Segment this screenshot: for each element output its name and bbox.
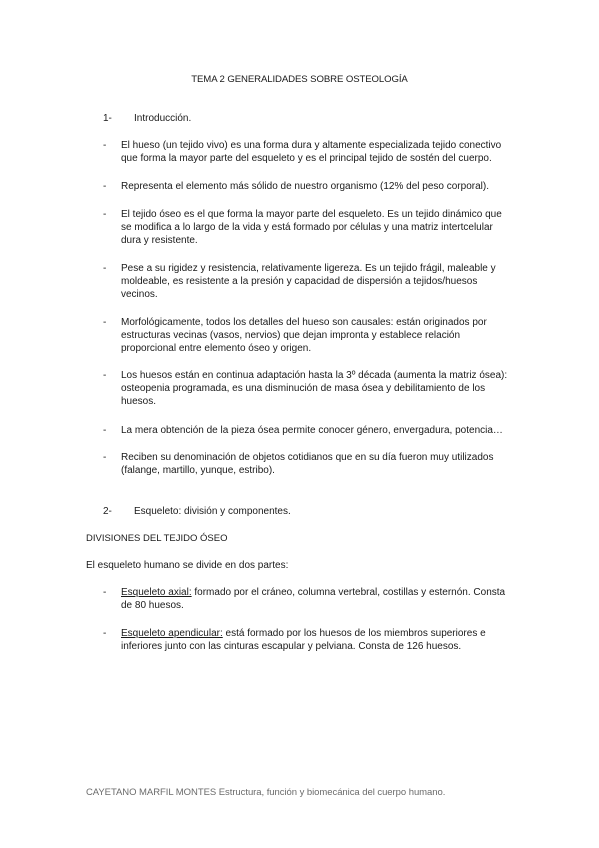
bullet-line: Representa el elemento más sólido de nuestro organismo (12% del peso corporal). [121, 181, 489, 192]
bullet-dash: - [103, 425, 107, 436]
bullet-dash: - [103, 452, 107, 463]
bullet-dash: - [103, 263, 107, 274]
bullet-line: El tejido óseo es el que forma la mayor parte del esqueleto. Es un tejido dinámico que [121, 209, 502, 220]
bullet-line: Pese a su rigidez y resistencia, relativamente ligereza. Es un tejido frágil, maleable y [121, 263, 496, 274]
bullet-item [103, 369, 523, 408]
bullet-line: dura y resistente. [121, 235, 198, 246]
bullet-item [103, 180, 523, 193]
section-2-heading [103, 505, 291, 518]
bullet-line [121, 586, 523, 599]
bullet-line: vecinos. [121, 289, 158, 300]
bullet-line: La mera obtención de la pieza ósea permite conocer género, envergadura, potencia… [121, 425, 503, 436]
bullet-item [103, 139, 523, 165]
bullet-line: de 80 huesos. [121, 600, 184, 611]
section-2-label: Esqueleto: división y componentes. [134, 506, 291, 517]
section-1-label: Introducción. [134, 113, 192, 124]
bullet-line: Morfológicamente, todos los detalles del hueso son causales: están originados por [121, 317, 487, 328]
bullet-line: huesos. [121, 396, 157, 407]
bullet-line: Reciben su denominación de objetos cotidianos que en su día fueron muy utilizados [121, 452, 494, 463]
bullet-dash: - [103, 140, 107, 151]
bullet-item [103, 424, 523, 437]
bullet-line: Los huesos están en continua adaptación hasta la 3º década (aumenta la matriz ósea): [121, 370, 508, 381]
bullet-item [103, 316, 523, 355]
bullet-line-rest: formado por el cráneo, columna vertebral, costillas y esternón. Consta [191, 587, 506, 598]
bullet-dash: - [103, 628, 107, 639]
term-axial: Esqueleto axial: [121, 587, 192, 598]
bullet-item [103, 208, 523, 247]
bullet-item [103, 627, 523, 653]
bullet-line: El hueso (un tejido vivo) es una forma dura y altamente especializada tejido conectivo [121, 140, 502, 151]
bullet-line: inferiores junto con las cinturas escapular y pelviana. Consta de 126 huesos. [121, 641, 462, 652]
bullet-line: osteopenia programada, es una disminución de masa ósea y debilitamiento de los [121, 383, 486, 394]
bullet-line: que forma la mayor parte del esqueleto y es el principal tejido de sostén del cuerpo. [121, 153, 492, 164]
bullet-item [103, 451, 523, 477]
term-apendicular: Esqueleto apendicular: [121, 628, 223, 639]
bullet-line [121, 627, 523, 640]
bullet-dash: - [103, 370, 107, 381]
section-2-number: 2- [103, 506, 112, 517]
bullet-item [103, 586, 523, 612]
bullet-item [103, 262, 523, 301]
bullet-line-rest: está formado por los huesos de los miembros superiores e [222, 628, 486, 639]
bullet-line: se modifica a lo largo de la vida y está formado por células y una matriz intertcelular [121, 222, 493, 233]
bullet-dash: - [103, 209, 107, 220]
bullet-line: proporcional entre elemento óseo y origen. [121, 343, 312, 354]
intro-paragraph: El esqueleto humano se divide en dos partes: [86, 560, 289, 571]
bullet-dash: - [103, 587, 107, 598]
bullet-dash: - [103, 181, 107, 192]
bullet-line: moldeable, es resistente a la presión y capacidad de dispersión a tejidos/huesos [121, 276, 478, 287]
section-1-heading [103, 112, 191, 125]
bullet-line: estructuras vecinas (vasos, nervios) que dejan impronta y establece relación [121, 330, 461, 341]
subheading: DIVISIONES DEL TEJIDO ÓSEO [86, 533, 228, 544]
document-title: TEMA 2 GENERALIDADES SOBRE OSTEOLOGÍA [191, 74, 408, 85]
section-1-number: 1- [103, 113, 112, 124]
page-footer: CAYETANO MARFIL MONTES Estructura, función y biomecánica del cuerpo humano. [86, 787, 446, 798]
bullet-line: (falange, martillo, yunque, estribo). [121, 465, 275, 476]
bullet-dash: - [103, 317, 107, 328]
